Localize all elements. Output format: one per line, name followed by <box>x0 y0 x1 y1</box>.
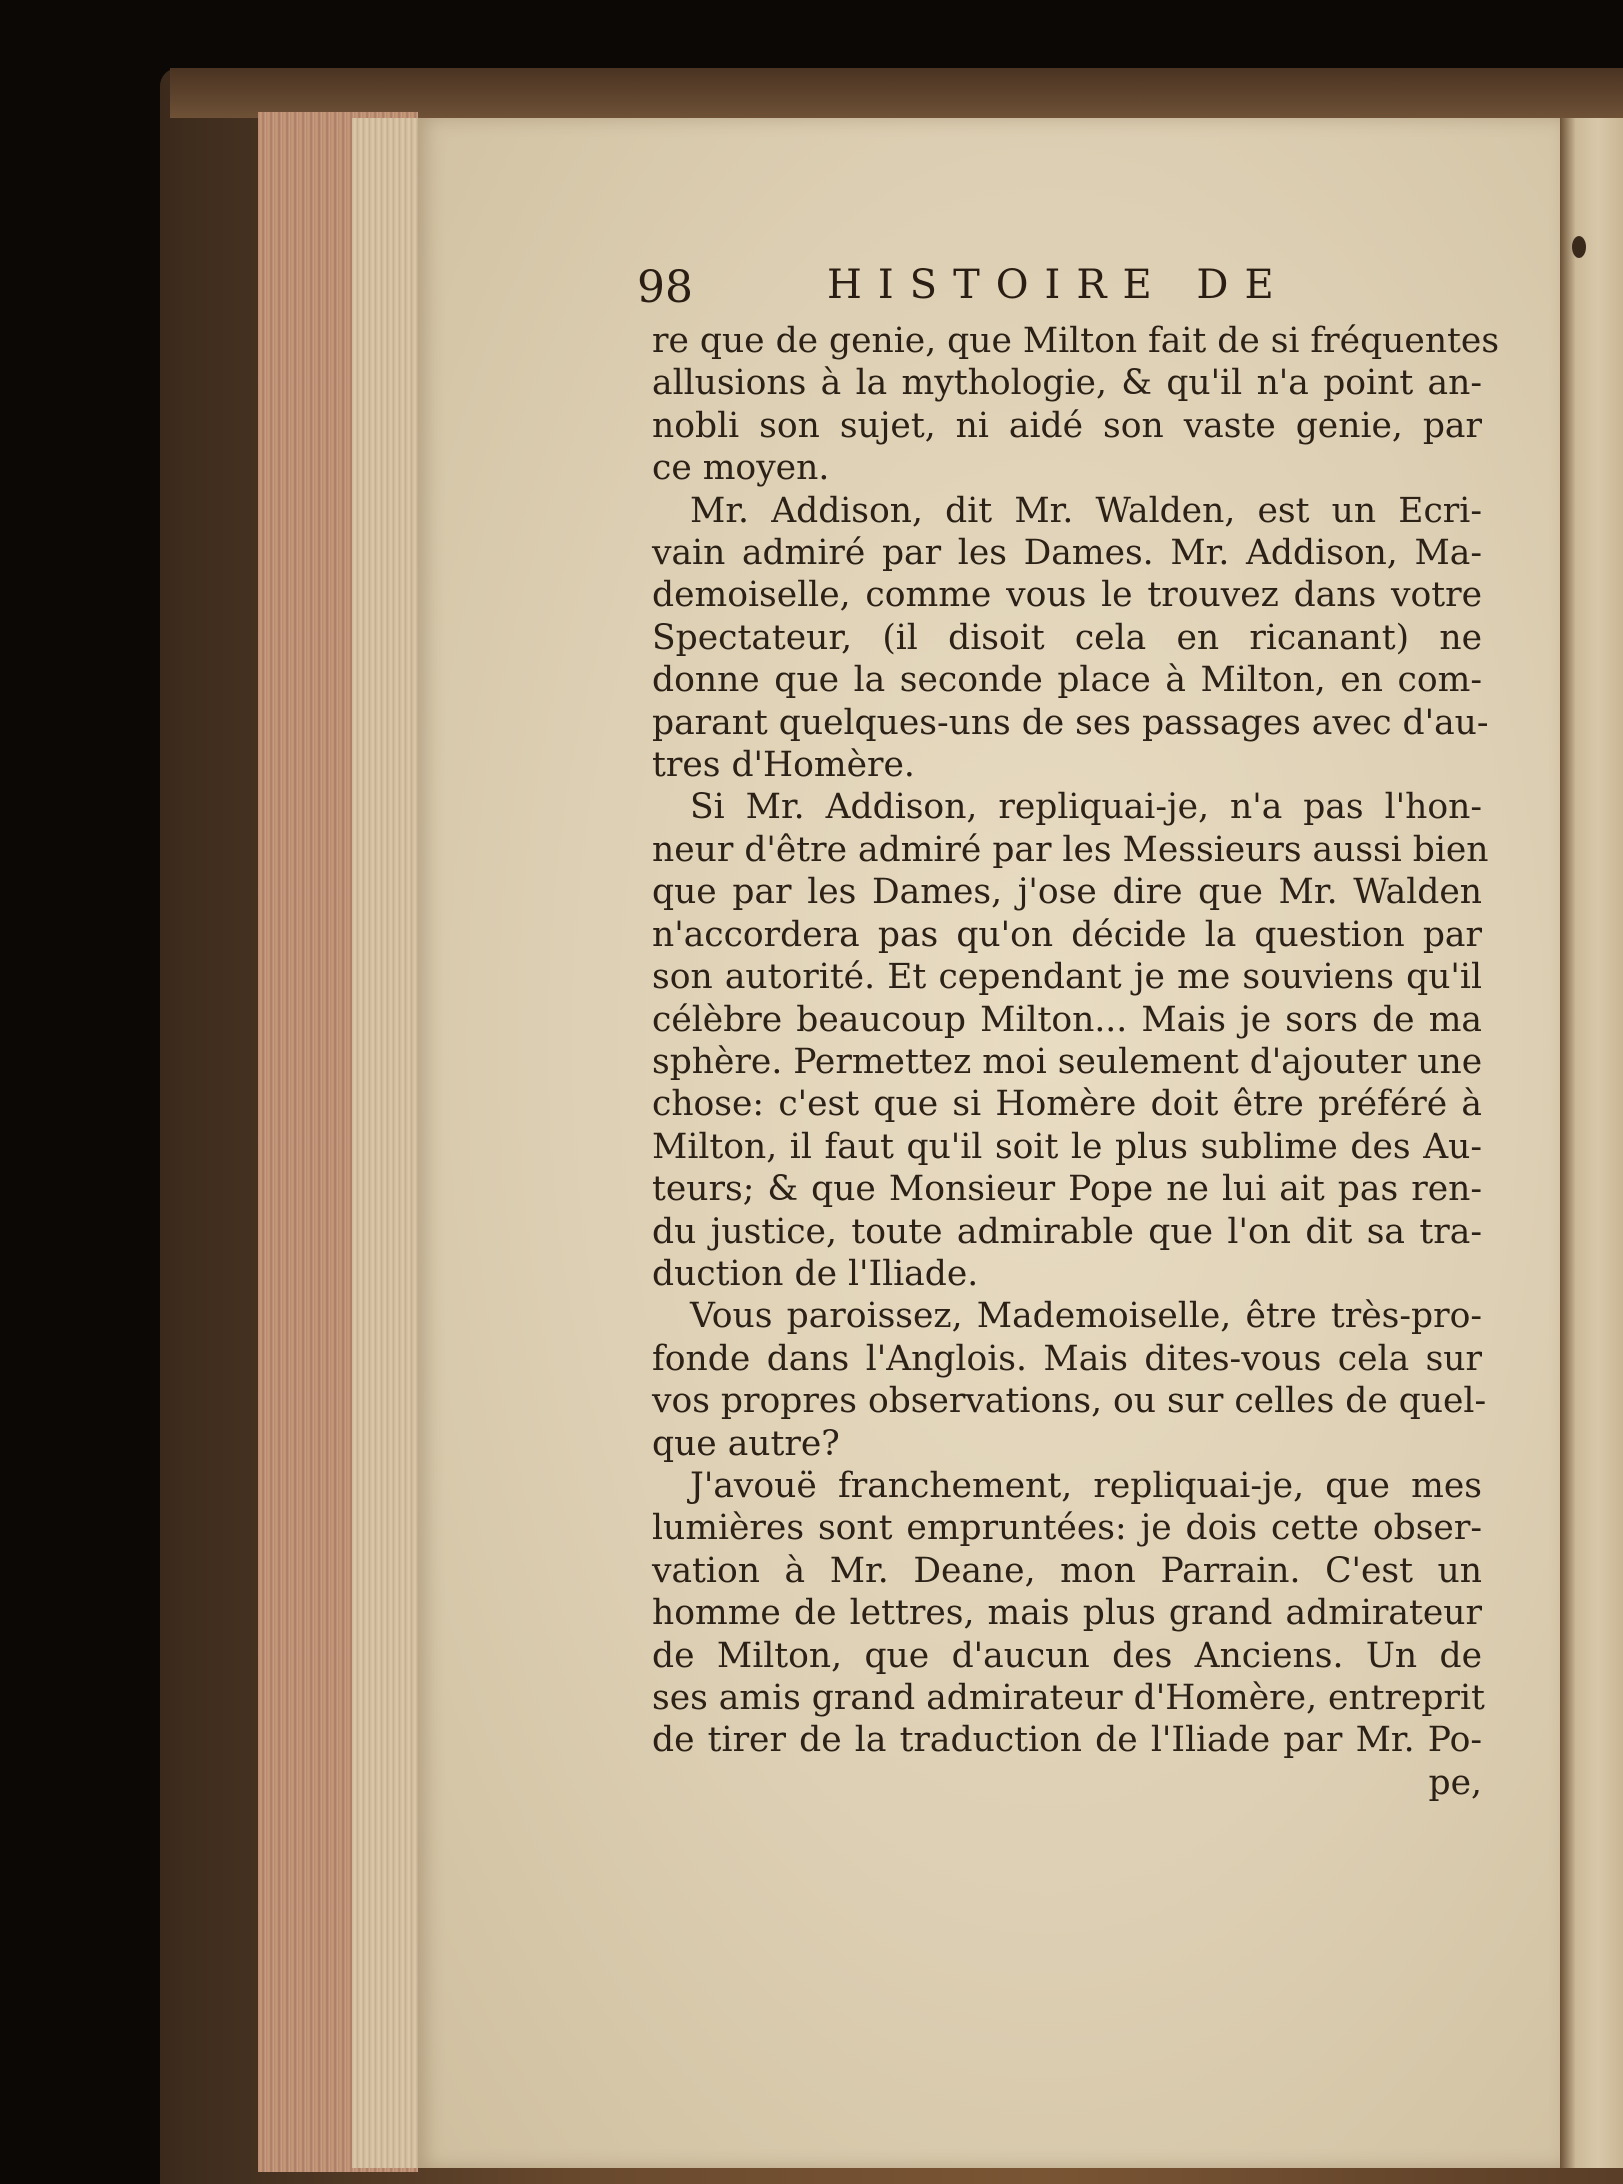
text-line: re que de genie, que Milton fait de si fréquentes <box>652 321 1500 361</box>
text-line: que par les Dames, j'ose dire que Mr. Walden <box>652 872 1482 913</box>
text-line: demoiselle, comme vous le trouvez dans votre <box>652 575 1482 616</box>
page-number: 98 <box>637 262 693 313</box>
text-line: ses amis grand admirateur d'Homère, entreprit <box>652 1678 1485 1718</box>
text-line: ce moyen. <box>652 448 830 489</box>
text-line: sphère. Permettez moi seulement d'ajouter une <box>652 1041 1483 1082</box>
text-line: chose: c'est que si Homère doit être préféré à <box>652 1084 1482 1125</box>
text-line: Mr. Addison, dit Mr. Walden, est un Ecri- <box>690 490 1482 531</box>
text-line: du justice, toute admirable que l'on dit sa tra- <box>652 1211 1482 1252</box>
text-line: Milton, il faut qu'il soit le plus sublime des Au- <box>652 1126 1482 1167</box>
text-line: vos propres observations, ou sur celles de quel- <box>652 1381 1487 1422</box>
running-head: HISTOIRE DE <box>827 262 1290 308</box>
text-line: vain admiré par les Dames. Mr. Addison, Ma- <box>652 533 1482 574</box>
text-line: vation à Mr. Deane, mon Parrain. C'est un <box>652 1550 1482 1591</box>
text-line: homme de lettres, mais plus grand admirateur <box>652 1593 1482 1634</box>
text-line: fonde dans l'Anglois. Mais dites-vous cela sur <box>652 1338 1482 1379</box>
text-line: son autorité. Et cependant je me souviens qu'il <box>652 957 1482 998</box>
page-edges-inner <box>352 118 422 2168</box>
text-line: Si Mr. Addison, repliquai-je, n'a pas l'hon- <box>690 787 1482 828</box>
text-line: tres d'Homère. <box>652 745 915 786</box>
text-line: de tirer de la traduction de l'Iliade par Mr. Po- <box>652 1720 1482 1761</box>
facing-page-edge <box>1560 118 1623 2168</box>
text-line: allusions à la mythologie, & qu'il n'a point an- <box>652 363 1482 404</box>
text-line: célèbre beaucoup Milton... Mais je sors de ma <box>652 999 1482 1040</box>
text-line: donne que la seconde place à Milton, en com- <box>652 660 1482 701</box>
text-line: teurs; & que Monsieur Pope ne lui ait pas ren- <box>652 1169 1482 1210</box>
text-line: de Milton, que d'aucun des Anciens. Un de <box>652 1635 1482 1676</box>
text-line: duction de l'Iliade. <box>652 1253 979 1294</box>
text-line: neur d'être admiré par les Messieurs aussi bien <box>652 829 1489 870</box>
catchword: pe, <box>1428 1762 1482 1803</box>
text-line: J'avouë franchement, repliquai-je, que mes <box>690 1465 1482 1506</box>
ink-spot <box>1572 236 1586 258</box>
page-header <box>637 262 1397 314</box>
body-text <box>652 320 1500 1804</box>
text-line: Vous paroissez, Mademoiselle, être très-pro- <box>690 1296 1482 1337</box>
cover-top-edge <box>170 68 1623 118</box>
text-line: n'accordera pas qu'on décide la question par <box>652 914 1482 955</box>
text-line: que autre? <box>652 1423 840 1464</box>
text-line: Spectateur, (il disoit cela en ricanant) ne <box>652 617 1482 658</box>
text-line: parant quelques-uns de ses passages avec d'au- <box>652 702 1489 743</box>
text-line: nobli son sujet, ni aidé son vaste genie, par <box>652 405 1482 446</box>
text-line: lumières sont empruntées: je dois cette obser- <box>652 1508 1482 1549</box>
